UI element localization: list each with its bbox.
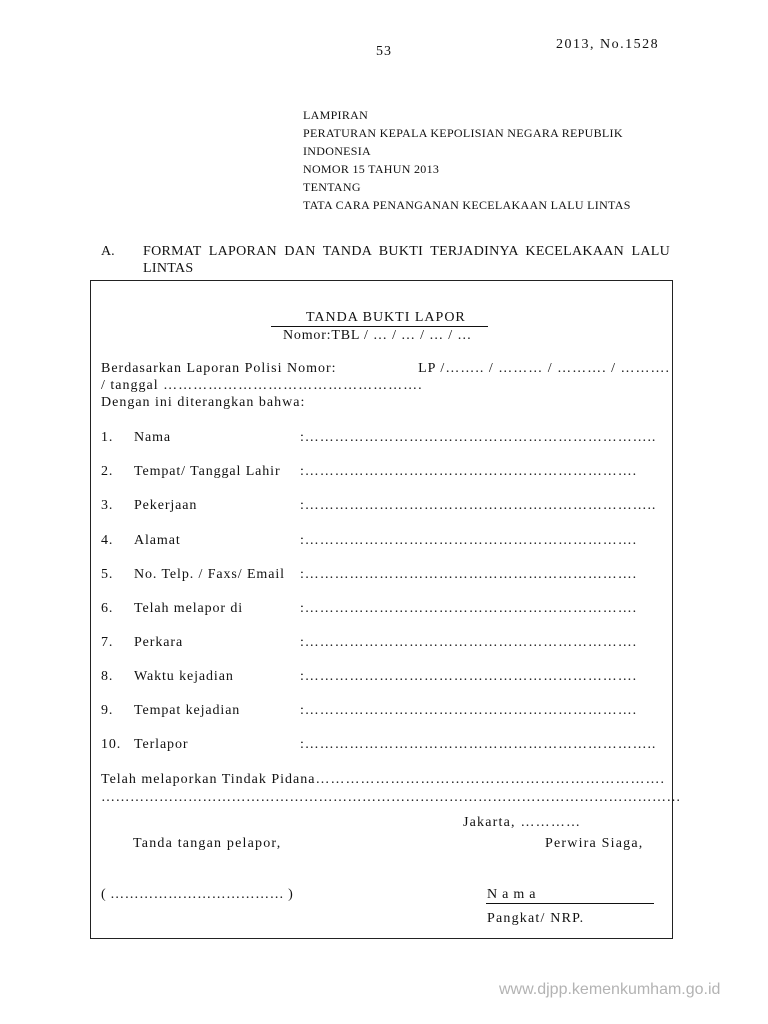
section-title: FORMAT LAPORAN DAN TANDA BUKTI TERJADINYA KECELAKAAN LALU LINTAS bbox=[143, 244, 670, 276]
field-waktu-kejadian bbox=[101, 669, 670, 689]
lampiran-line: PERATURAN KEPALA KEPOLISIAN NEGARA REPUBLIK bbox=[303, 126, 623, 140]
form-title: TANDA BUKTI LAPOR bbox=[306, 310, 466, 325]
field-nama bbox=[101, 430, 670, 450]
field-number: 2. bbox=[101, 464, 114, 479]
lampiran-line: LAMPIRAN bbox=[303, 108, 369, 122]
title-underline bbox=[271, 326, 488, 327]
intro-line-1 bbox=[101, 360, 670, 377]
officer-rank: Pangkat/ NRP. bbox=[487, 911, 585, 926]
field-label: Telah melapor di bbox=[134, 601, 244, 616]
field-label: Tempat/ Tanggal Lahir bbox=[134, 464, 281, 479]
field-number: 3. bbox=[101, 498, 114, 513]
field-dots: :…………………………………………………………. bbox=[300, 601, 637, 616]
field-alamat bbox=[101, 533, 670, 553]
intro-laporan-label: Berdasarkan Laporan Polisi Nomor: bbox=[101, 361, 337, 376]
field-label: Pekerjaan bbox=[134, 498, 198, 513]
field-number: 5. bbox=[101, 567, 114, 582]
field-number: 1. bbox=[101, 430, 114, 445]
page-number: 53 bbox=[376, 44, 392, 59]
tindak-pidana-continuation: ………………………………………………………………………………………………………… bbox=[101, 790, 681, 805]
field-pekerjaan bbox=[101, 498, 670, 518]
field-label: Alamat bbox=[134, 533, 181, 548]
field-terlapor bbox=[101, 737, 670, 757]
field-dots: :…………………………………………………………. bbox=[300, 635, 637, 650]
lampiran-line: TENTANG bbox=[303, 180, 361, 194]
intro-line-3: Dengan ini diterangkan bahwa: bbox=[101, 395, 306, 410]
form-nomor: Nomor:TBL / … / … / … / … bbox=[283, 328, 473, 343]
officer-name: Nama bbox=[487, 887, 541, 902]
field-number: 6. bbox=[101, 601, 114, 616]
field-label: Terlapor bbox=[134, 737, 189, 752]
tindak-pidana-line: Telah melaporkan Tindak Pidana……………………………………………………………. bbox=[101, 772, 665, 787]
section-letter: A. bbox=[101, 244, 115, 259]
lampiran-block bbox=[303, 106, 631, 214]
field-dots: :…………………………………………………………….. bbox=[300, 498, 657, 513]
watermark-link[interactable]: www.djpp.kemenkumham.go.id bbox=[499, 981, 721, 998]
field-dots: :…………………………………………………………. bbox=[300, 464, 637, 479]
field-number: 9. bbox=[101, 703, 114, 718]
officer-name-underline bbox=[486, 903, 654, 904]
field-dots: :…………………………………………………………. bbox=[300, 533, 637, 548]
field-number: 8. bbox=[101, 669, 114, 684]
lampiran-line: TATA CARA PENANGANAN KECELAKAAN LALU LINTAS bbox=[303, 198, 631, 212]
field-dots: :…………………………………………………………. bbox=[300, 567, 637, 582]
officer-label: Perwira Siaga, bbox=[545, 836, 644, 851]
intro-lp-number: LP /…….. / ……… / ………. / ………. bbox=[418, 361, 670, 376]
field-label: Nama bbox=[134, 430, 172, 445]
field-dots: :…………………………………………………………….. bbox=[300, 430, 657, 445]
field-dots: :…………………………………………………………. bbox=[300, 669, 637, 684]
field-label: Waktu kejadian bbox=[134, 669, 234, 684]
field-label: No. Telp. / Faxs/ Email bbox=[134, 567, 285, 582]
intro-paragraph bbox=[101, 360, 670, 411]
field-telah-melapor bbox=[101, 601, 670, 621]
field-number: 7. bbox=[101, 635, 114, 650]
field-label: Perkara bbox=[134, 635, 184, 650]
field-tempat-kejadian bbox=[101, 703, 670, 723]
lampiran-line: INDONESIA bbox=[303, 144, 372, 158]
field-dots: :…………………………………………………………….. bbox=[300, 737, 657, 752]
field-label: Tempat kejadian bbox=[134, 703, 241, 718]
lampiran-line: NOMOR 15 TAHUN 2013 bbox=[303, 162, 440, 176]
place-date: Jakarta, ………… bbox=[463, 815, 582, 830]
intro-line-2: / tanggal ……………………………………………. bbox=[101, 378, 423, 393]
field-telp-fax-email bbox=[101, 567, 670, 587]
field-dots: :…………………………………………………………. bbox=[300, 703, 637, 718]
field-number: 10. bbox=[101, 737, 122, 752]
field-perkara bbox=[101, 635, 670, 655]
reporter-signature-blank: ( ……………………………… ) bbox=[101, 887, 294, 902]
document-reference: 2013, No.1528 bbox=[556, 37, 660, 52]
field-tempat-tanggal-lahir bbox=[101, 464, 670, 484]
field-number: 4. bbox=[101, 533, 114, 548]
reporter-signature-label: Tanda tangan pelapor, bbox=[133, 836, 282, 851]
